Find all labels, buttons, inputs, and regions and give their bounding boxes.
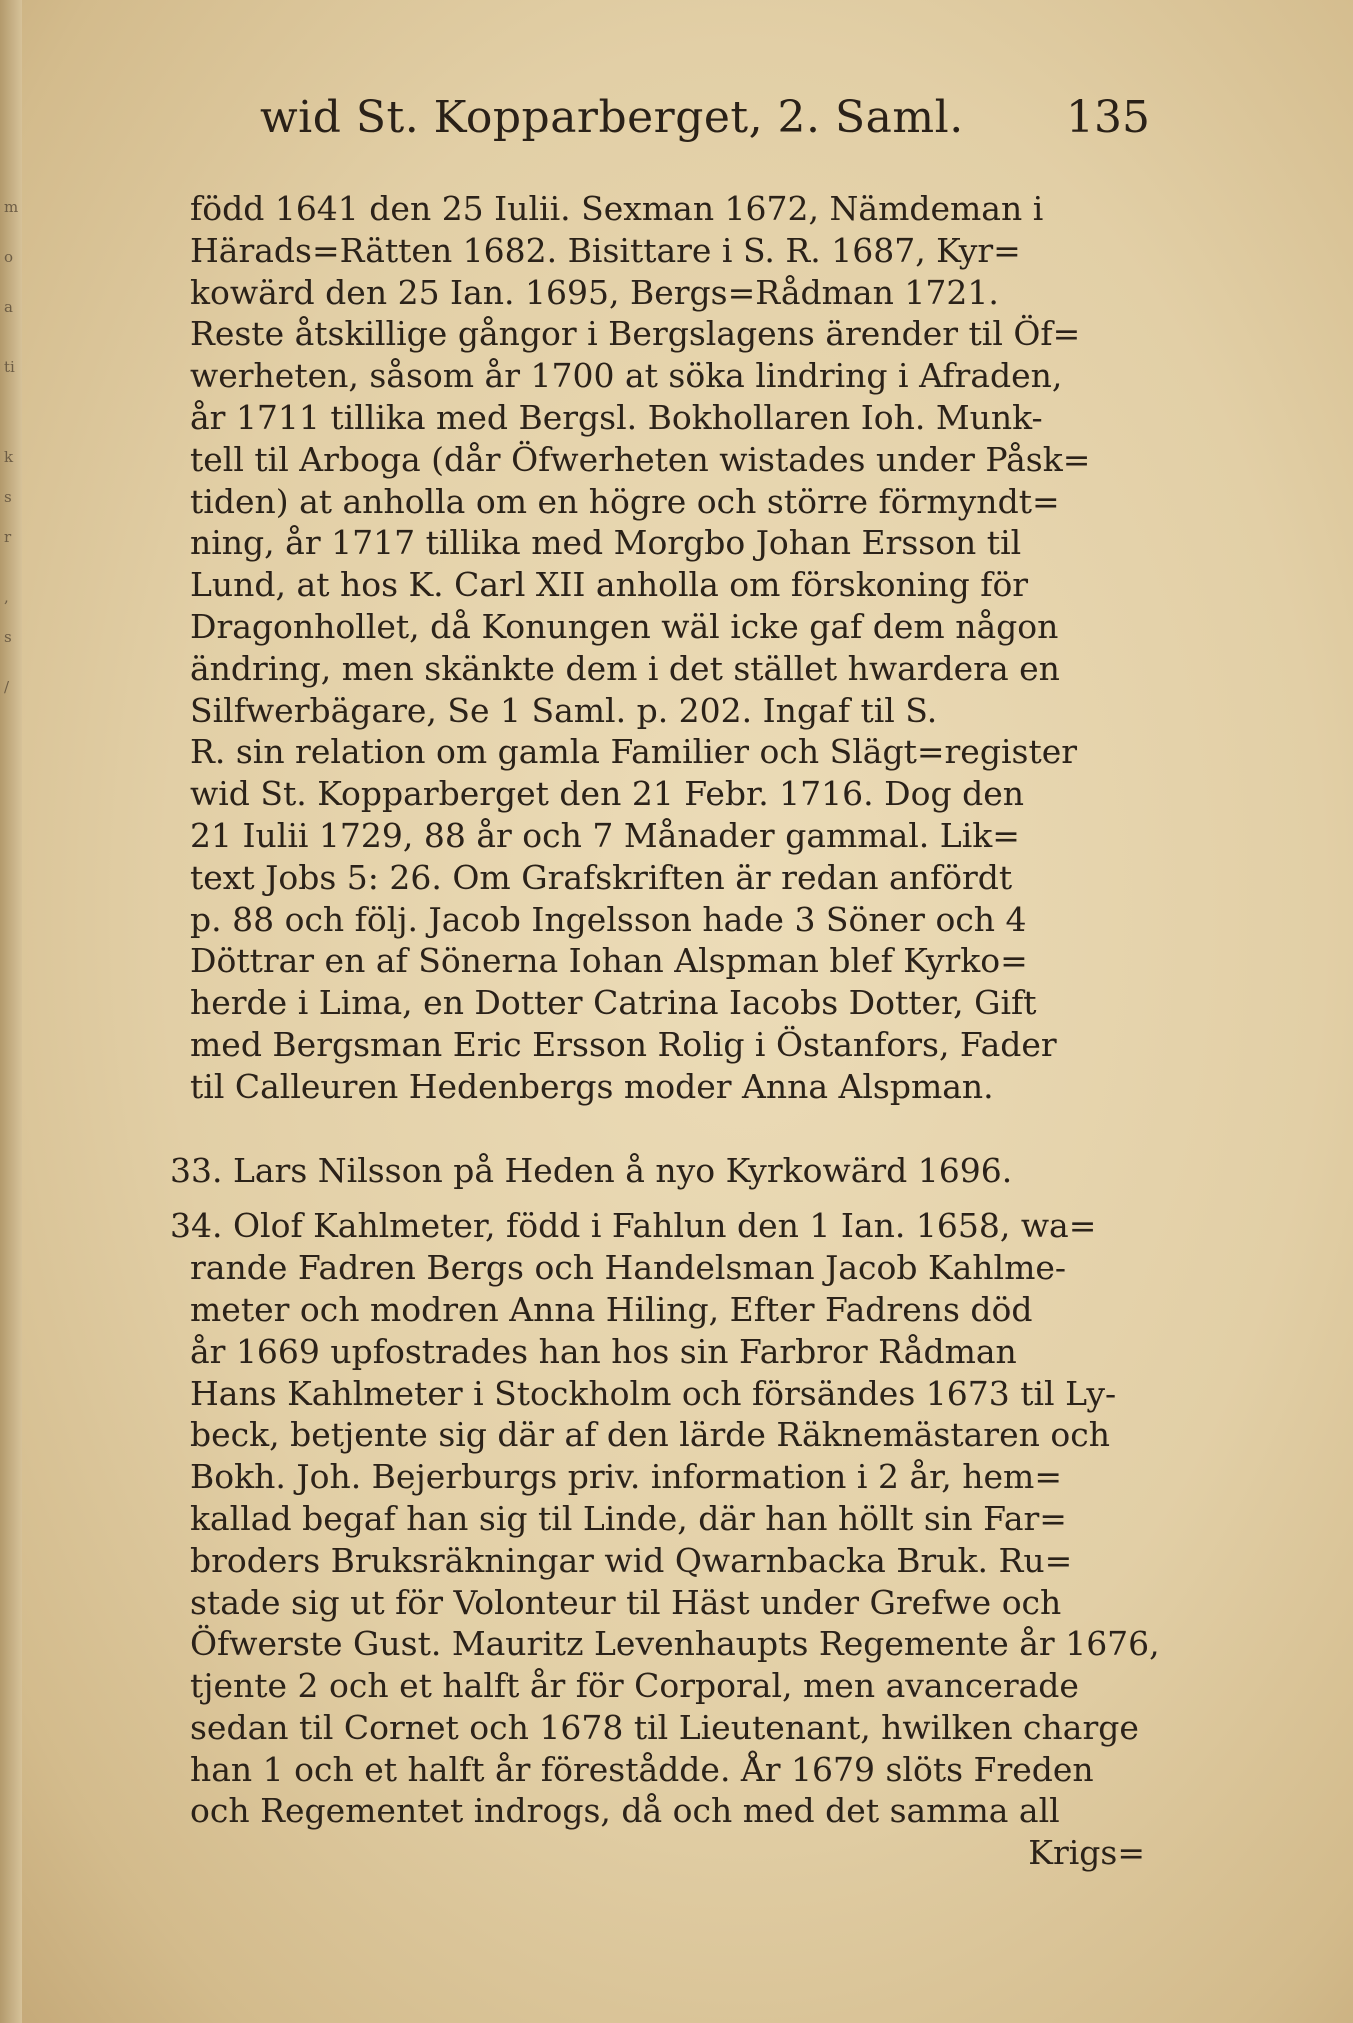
text-line: p. 88 och följ. Jacob Ingelsson hade 3 Söner och 4	[190, 899, 1027, 939]
text-line: werheten, såsom år 1700 at söka lindring i Afraden,	[190, 356, 1063, 396]
margin-bleed-mark: ti	[4, 358, 15, 376]
text-line: tiden) at anholla om en högre och större förmyndt=	[190, 481, 1060, 521]
text-line: R. sin relation om gamla Familier och Slägt=register	[190, 732, 1078, 772]
text-line: ändring, men skänkte dem i det stället hwardera en	[190, 648, 1060, 688]
entry-34-first-line: 34. Olof Kahlmeter, född i Fahlun den 1 Ian. 1658, wa=	[170, 1206, 1097, 1246]
margin-bleed-mark: s	[4, 488, 12, 506]
text-line: han 1 och et halft år förestådde. År 1679 slöts Freden	[190, 1749, 1094, 1789]
text-line: ning, år 1717 tillika med Morgbo Johan Ersson til	[190, 523, 1022, 563]
text-line: Döttrar en af Sönerna Iohan Alspman blef Kyrko=	[190, 941, 1028, 981]
text-line: stade sig ut för Volonteur til Häst under Grefwe och	[190, 1582, 1062, 1622]
text-line: Dragonhollet, då Konungen wäl icke gaf dem någon	[190, 606, 1059, 646]
text-line: tjente 2 och et halft år för Corporal, men avancerade	[190, 1666, 1079, 1706]
text-line: meter och modren Anna Hiling, Efter Fadrens död	[190, 1289, 1033, 1329]
text-line: broders Bruksräkningar wid Qwarnbacka Bruk. Ru=	[190, 1540, 1073, 1580]
text-line: Härads=Rätten 1682. Bisittare i S. R. 1687, Kyr=	[190, 230, 1021, 270]
margin-bleed-mark: r	[4, 528, 12, 546]
text-line: herde i Lima, en Dotter Catrina Iacobs Dotter, Gift	[190, 983, 1037, 1023]
text-line: til Calleuren Hedenbergs moder Anna Alspman.	[190, 1066, 994, 1106]
paragraph-gap	[190, 1108, 1170, 1150]
text-line: Reste åtskillige gångor i Bergslagens ärender til Öf=	[190, 314, 1081, 354]
text-line: Hans Kahlmeter i Stockholm och försändes 1673 til Ly-	[190, 1373, 1117, 1413]
text-line: kallad begaf han sig til Linde, där han höllt sin Far=	[190, 1498, 1067, 1538]
body-text	[170, 188, 1170, 1874]
running-title: wid St. Kopparberget, 2. Saml.	[260, 92, 964, 143]
margin-bleed-mark: m	[4, 198, 19, 216]
margin-bleed-mark: /	[4, 678, 10, 696]
catchword: Krigs=	[1028, 1833, 1145, 1873]
text-line: sedan til Cornet och 1678 til Lieutenant, hwilken charge	[190, 1707, 1139, 1747]
text-line: Silfwerbägare, Se 1 Saml. p. 202. Ingaf til S.	[190, 690, 938, 730]
paragraph-gap	[190, 1191, 1170, 1205]
text-line: med Bergsman Eric Ersson Rolig i Östanfors, Fader	[190, 1024, 1057, 1064]
margin-bleed-mark: o	[4, 248, 14, 266]
text-line: tell til Arboga (dår Öfwerheten wistades under Påsk=	[190, 439, 1091, 479]
page-header	[230, 92, 1170, 152]
margin-bleed-mark: k	[4, 448, 14, 466]
text-line: år 1711 tillika med Bergsl. Bokhollaren Ioh. Munk-	[190, 397, 1043, 437]
margin-bleed-mark: a	[4, 298, 13, 316]
margin-bleed-mark: s	[4, 628, 12, 646]
text-line: beck, betjente sig där af den lärde Räknemästaren och	[190, 1415, 1110, 1455]
text-line: född 1641 den 25 Iulii. Sexman 1672, Nämdeman i	[190, 189, 1044, 228]
text-line: och Regementet indrogs, då och med det samma all	[190, 1791, 1060, 1831]
margin-bleed-mark: ,	[4, 588, 9, 606]
text-line: Bokh. Joh. Bejerburgs priv. information i 2 år, hem=	[190, 1457, 1062, 1497]
text-line: Lund, at hos K. Carl XII anholla om förskoning för	[190, 565, 1029, 605]
page-number: 135	[1066, 92, 1150, 143]
text-line: text Jobs 5: 26. Om Grafskriften är redan anfördt	[190, 857, 1013, 897]
text-line: Öfwerste Gust. Mauritz Levenhaupts Regemente år 1676,	[190, 1624, 1160, 1664]
text-line: wid St. Kopparberget den 21 Febr. 1716. Dog den	[190, 774, 1024, 814]
entry-33: 33. Lars Nilsson på Heden å nyo Kyrkowärd 1696.	[170, 1150, 1013, 1190]
text-line: år 1669 upfostrades han hos sin Farbror Rådman	[190, 1331, 1017, 1371]
text-line: kowärd den 25 Ian. 1695, Bergs=Rådman 1721.	[190, 272, 999, 312]
text-line: 21 Iulii 1729, 88 år och 7 Månader gammal. Lik=	[190, 815, 1020, 855]
text-line: rande Fadren Bergs och Handelsman Jacob Kahlme-	[190, 1248, 1067, 1288]
